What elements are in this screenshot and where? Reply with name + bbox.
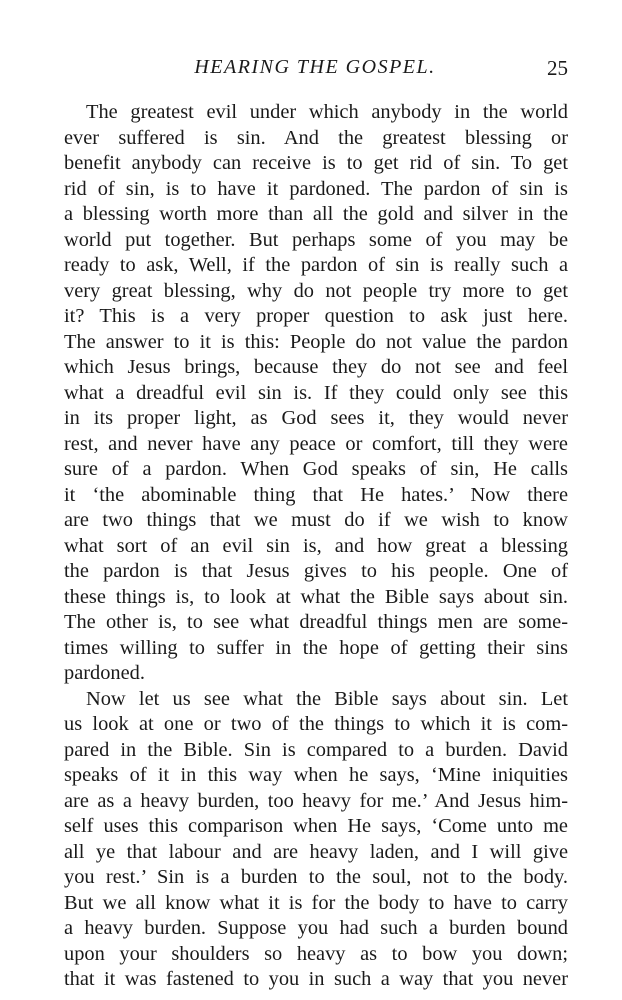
text-line: speaks of it in this way when he says, ‘Mine iniquities [64, 764, 568, 786]
body-text [64, 100, 568, 993]
text-line: But we all know what it is for the body to have to carry [64, 891, 568, 914]
text-line: it? This is a very proper question to ask just here. [64, 305, 568, 327]
text-line: are as a heavy burden, too heavy for me.’ And Jesus him- [64, 789, 568, 812]
text-line: benefit anybody can receive is to get rid of sin. To get [64, 152, 568, 174]
text-line: Now let us see what the Bible says about sin. Let [86, 687, 568, 710]
text-line: you rest.’ Sin is a burden to the soul, not to the body. [64, 866, 568, 888]
text-line: in its proper light, as God sees it, they would never [64, 407, 568, 429]
text-line: times willing to suffer in the hope of getting their sins [64, 636, 568, 659]
text-line: pared in the Bible. Sin is compared to a burden. David [64, 738, 568, 761]
text-line: ever suffered is sin. And the greatest blessing or [64, 126, 568, 149]
page-header [62, 56, 568, 84]
text-line: these things is, to look at what the Bible says about sin. [64, 585, 568, 608]
text-line: a heavy burden. Suppose you had such a burden bound [64, 917, 568, 939]
text-line: very great blessing, why do not people try more to get [64, 279, 568, 302]
text-line: that it was fastened to you in such a way that you never [64, 968, 568, 990]
text-line: self uses this comparison when He says, ‘Come unto me [64, 815, 568, 837]
text-line: pardoned. [64, 662, 145, 684]
text-line: ready to ask, Well, if the pardon of sin is really such a [64, 254, 568, 276]
text-line: sure of a pardon. When God speaks of sin, He calls [64, 458, 568, 480]
text-line: what a dreadful evil sin is. If they could only see this [64, 381, 568, 404]
text-line: which Jesus brings, because they do not see and feel [64, 356, 568, 378]
text-line: us look at one or two of the things to which it is com- [64, 713, 568, 735]
text-line: The other is, to see what dreadful things men are some- [64, 611, 568, 633]
text-line: a blessing worth more than all the gold and silver in the [64, 203, 568, 225]
text-line: it ‘the abominable thing that He hates.’ Now there [64, 483, 568, 506]
running-title: HEARING THE GOSPEL. [194, 56, 436, 78]
text-line: what sort of an evil sin is, and how great a blessing [64, 534, 568, 557]
text-line: world put together. But perhaps some of you may be [64, 228, 568, 251]
text-line: rest, and never have any peace or comfort, till they were [64, 432, 568, 455]
text-line: all ye that labour and are heavy laden, and I will give [64, 840, 568, 863]
text-line: are two things that we must do if we wish to know [64, 509, 568, 531]
page-number: 25 [547, 56, 568, 80]
text-line: rid of sin, is to have it pardoned. The pardon of sin is [64, 177, 568, 200]
text-line: upon your shoulders so heavy as to bow you down; [64, 942, 568, 965]
text-line: The greatest evil under which anybody in the world [86, 101, 568, 123]
text-line: the pardon is that Jesus gives to his people. One of [64, 560, 568, 582]
text-line: The answer to it is this: People do not value the pardon [64, 330, 568, 353]
